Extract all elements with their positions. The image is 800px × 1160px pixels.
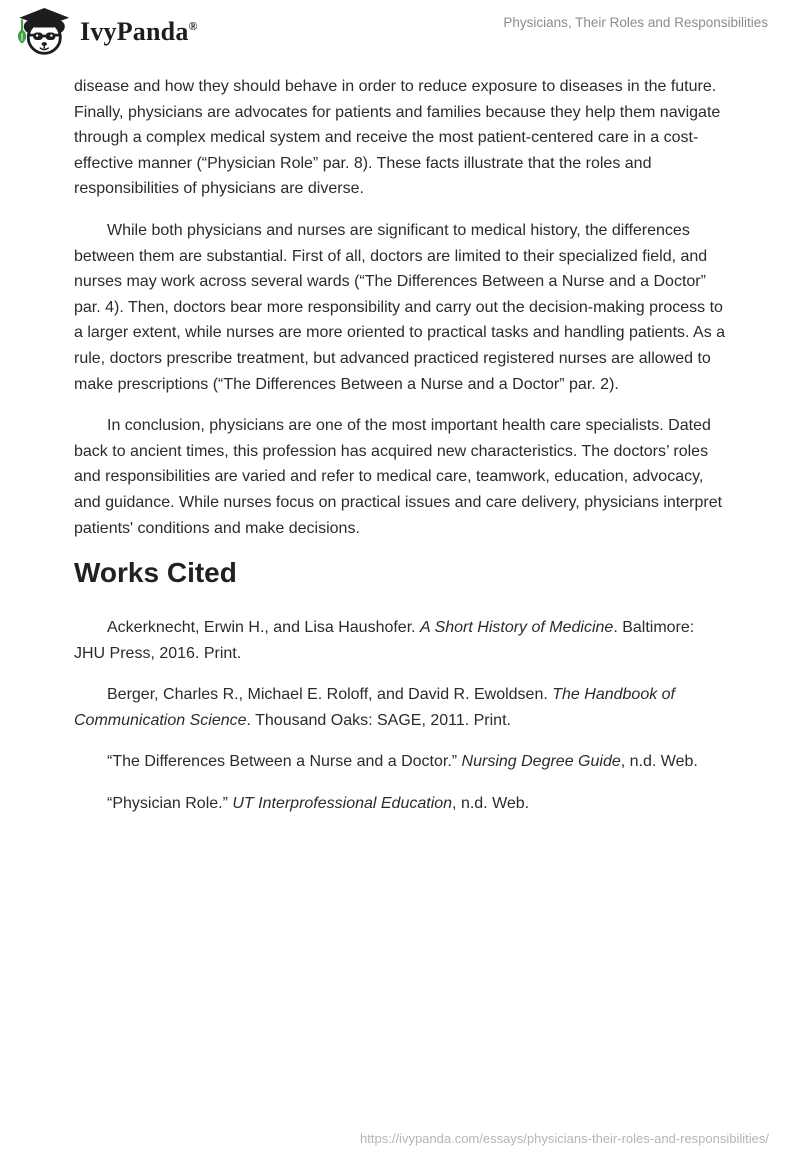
page-header [0,0,800,60]
essay-paragraph: In conclusion, physicians are one of the most important health care specialists. Dated back to ancient times, this profession has acquired new characteristics. The doctors’ roles and responsibilities are varied and refer to medical care, teamwork, education, advocacy, and guidance. While nurses focus on practical issues and care delivery, physicians interpret patients' conditions and make decisions. [74,417,723,537]
brand-name: IvyPanda® [80,17,198,46]
ivypanda-logo[interactable] [14,7,198,57]
registered-mark: ® [188,19,198,33]
citation-source-title: Nursing Degree Guide [461,753,621,771]
citation-source-title: A Short History of Medicine [420,619,614,637]
citation-entry: “Physician Role.” UT Interprofessional Education, n.d. Web. [107,795,530,813]
citation-entry: Berger, Charles R., Michael E. Roloff, and David R. Ewoldsen. The Handbook of Communication Science. Thousand Oaks: SAGE, 2011. Print. [74,686,675,729]
essay-content [0,60,800,817]
citation-entry: Ackerknecht, Erwin H., and Lisa Haushofer. A Short History of Medicine. Baltimore: JHU Press, 2016. Print. [74,619,695,662]
citation-entry: “The Differences Between a Nurse and a Doctor.” Nursing Degree Guide, n.d. Web. [107,753,698,771]
essay-paragraph: disease and how they should behave in order to reduce exposure to diseases in the future. Finally, physicians are advocates for patients and families because they help them navigate through a complex medical system and receive the most patient-centered care in a cost-effective manner (“Physician Role” par. 8). These facts illustrate that the roles and responsibilities of physicians are diverse. [74,78,721,198]
works-cited-heading: Works Cited [74,557,237,589]
document-title: Physicians, Their Roles and Responsibilities [503,15,768,30]
citation-source-title: The Handbook of Communication Science [74,686,675,729]
footer-url[interactable]: https://ivypanda.com/essays/physicians-their-roles-and-responsibilities/ [360,1131,769,1146]
citation-source-title: UT Interprofessional Education [232,795,453,813]
essay-paragraph: While both physicians and nurses are significant to medical history, the differences between them are substantial. First of all, doctors are limited to their specialized field, and nurses may work across several wards (“The Differences Between a Nurse and a Doctor” par. 4). Then, doctors bear more responsibility and carry out the decision-making process to a larger extent, while nurses are more oriented to practical tasks and handling patients. As a rule, doctors prescribe treatment, but advanced practiced registered nurses are allowed to make prescriptions (“The Differences Between a Nurse and a Doctor” par. 2). [74,221,726,393]
panda-graduation-cap-icon [14,7,71,57]
